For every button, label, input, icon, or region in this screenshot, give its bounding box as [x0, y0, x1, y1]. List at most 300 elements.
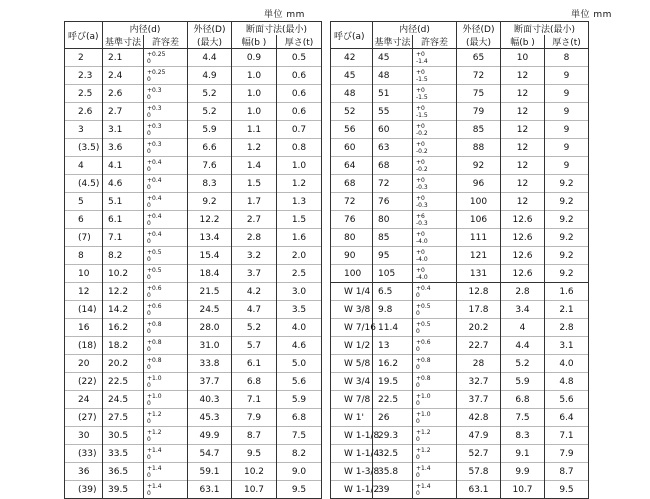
table-row: [65, 355, 322, 373]
tolerance-upper: +1.2: [147, 410, 162, 418]
table-row: [65, 301, 322, 319]
thickness-cell: 4.6: [277, 337, 322, 355]
nominal-size-cell: 2.6: [65, 103, 103, 121]
nominal-size-cell: 24: [65, 391, 103, 409]
nominal-size-cell: (22): [65, 373, 103, 391]
tolerance-upper: +0: [416, 50, 425, 58]
tolerance-cell: [144, 193, 188, 211]
tolerance-stack: [413, 193, 456, 210]
tolerance-upper: +0: [416, 122, 425, 130]
tolerance-cell: [413, 49, 457, 67]
tolerance-lower: -1.4: [416, 57, 428, 65]
header-nominal: 呼び(a): [65, 22, 103, 49]
outer-diameter-cell: 15.4: [188, 247, 232, 265]
inner-diameter-cell: 33.5: [103, 445, 144, 463]
outer-diameter-cell: 121: [457, 247, 501, 265]
inner-diameter-cell: 2.6: [103, 85, 144, 103]
outer-diameter-cell: 54.7: [188, 445, 232, 463]
thickness-cell: 0.5: [277, 49, 322, 67]
inner-diameter-cell: 63: [373, 139, 413, 157]
header-width: 幅(b ): [232, 35, 277, 49]
tolerance-stack: [144, 157, 187, 174]
nominal-size-cell: 90: [331, 247, 373, 265]
tolerance-stack: [413, 85, 456, 102]
tolerance-upper: +0: [416, 266, 425, 274]
thickness-cell: 9.5: [545, 481, 589, 499]
tolerance-upper: +1.4: [147, 464, 162, 472]
outer-diameter-cell: 20.2: [457, 319, 501, 337]
inner-diameter-cell: 22.5: [373, 391, 413, 409]
width-cell: 9.9: [501, 463, 545, 481]
tolerance-cell: [413, 175, 457, 193]
nominal-size-cell: 6: [65, 211, 103, 229]
table-row: [65, 445, 322, 463]
tolerance-stack: [413, 409, 456, 426]
width-cell: 2.8: [501, 283, 545, 301]
tolerance-cell: [144, 373, 188, 391]
outer-diameter-cell: 111: [457, 229, 501, 247]
tolerance-stack: [144, 373, 187, 390]
tolerance-stack: [413, 355, 456, 372]
width-cell: 1.0: [232, 85, 277, 103]
tolerance-upper: +0.5: [147, 266, 162, 274]
thickness-cell: 9.2: [545, 229, 589, 247]
tolerance-lower: -0.3: [416, 183, 428, 191]
nominal-size-cell: (7): [65, 229, 103, 247]
inner-diameter-cell: 95: [373, 247, 413, 265]
tolerance-cell: [413, 283, 457, 301]
tolerance-upper: +0.4: [147, 176, 162, 184]
width-cell: 1.1: [232, 121, 277, 139]
thickness-cell: 5.0: [277, 355, 322, 373]
table-row: [331, 121, 589, 139]
nominal-size-cell: W 1-1/4: [331, 445, 373, 463]
tolerance-cell: [144, 139, 188, 157]
tolerance-lower: 0: [147, 255, 151, 263]
table-row: [331, 283, 589, 301]
table-row: [331, 445, 589, 463]
tolerance-upper: +6: [416, 212, 425, 220]
tolerance-upper: +0: [416, 176, 425, 184]
inner-diameter-cell: 6.5: [373, 283, 413, 301]
header-thickness: 厚さ(t): [545, 35, 589, 49]
table-row: [65, 319, 322, 337]
tolerance-cell: [413, 265, 457, 283]
outer-diameter-cell: 49.9: [188, 427, 232, 445]
unit-label-left: 単位 mm: [264, 10, 305, 20]
tolerance-cell: [413, 481, 457, 499]
outer-diameter-cell: 22.7: [457, 337, 501, 355]
nominal-size-cell: (27): [65, 409, 103, 427]
unit-label-right: 単位 mm: [571, 10, 612, 20]
tolerance-stack: [144, 247, 187, 264]
tolerance-cell: [413, 319, 457, 337]
tolerance-upper: +1.0: [147, 374, 162, 382]
tolerance-upper: +0.8: [147, 338, 162, 346]
width-cell: 12: [501, 67, 545, 85]
tolerance-cell: [413, 355, 457, 373]
thickness-cell: 9: [545, 157, 589, 175]
inner-diameter-cell: 2.7: [103, 103, 144, 121]
tolerance-stack: [144, 103, 187, 120]
table-row: [65, 85, 322, 103]
width-cell: 0.9: [232, 49, 277, 67]
tolerance-stack: [413, 247, 456, 264]
tolerance-cell: [144, 481, 188, 499]
width-cell: 5.2: [501, 355, 545, 373]
thickness-cell: 9.0: [277, 463, 322, 481]
thickness-cell: 9.5: [277, 481, 322, 499]
tolerance-upper: +1.2: [416, 446, 431, 454]
thickness-cell: 1.5: [277, 211, 322, 229]
inner-diameter-cell: 9.8: [373, 301, 413, 319]
outer-diameter-cell: 106: [457, 211, 501, 229]
outer-diameter-cell: 75: [457, 85, 501, 103]
header-inner-diameter: 内径(d): [103, 22, 188, 36]
tolerance-stack: [413, 121, 456, 138]
tolerance-lower: 0: [416, 453, 420, 461]
nominal-size-cell: 16: [65, 319, 103, 337]
nominal-size-cell: 12: [65, 283, 103, 301]
tolerance-upper: +0: [416, 158, 425, 166]
table-row: [65, 337, 322, 355]
nominal-size-cell: (18): [65, 337, 103, 355]
tolerance-stack: [413, 67, 456, 84]
outer-diameter-cell: 96: [457, 175, 501, 193]
thickness-cell: 8.2: [277, 445, 322, 463]
tolerance-cell: [144, 427, 188, 445]
inner-diameter-cell: 45: [373, 49, 413, 67]
tolerance-cell: [413, 301, 457, 319]
header-base-size: 基準寸法: [103, 35, 144, 49]
tolerance-stack: [144, 229, 187, 246]
thickness-cell: 0.8: [277, 139, 322, 157]
table-row: [65, 229, 322, 247]
outer-diameter-cell: 42.8: [457, 409, 501, 427]
inner-diameter-cell: 2.4: [103, 67, 144, 85]
tolerance-stack: [144, 49, 187, 66]
tolerance-cell: [144, 67, 188, 85]
inner-diameter-cell: 68: [373, 157, 413, 175]
header-thickness: 厚さ(t): [277, 35, 322, 49]
nominal-size-cell: 2.3: [65, 67, 103, 85]
header-tolerance: 許容差: [413, 35, 457, 49]
nominal-size-cell: W 3/8: [331, 301, 373, 319]
tolerance-stack: [144, 283, 187, 300]
outer-diameter-cell: 4.4: [188, 49, 232, 67]
width-cell: 3.2: [232, 247, 277, 265]
tolerance-lower: 0: [147, 435, 151, 443]
outer-diameter-cell: 88: [457, 139, 501, 157]
tolerance-cell: [144, 247, 188, 265]
nominal-size-cell: (33): [65, 445, 103, 463]
tolerance-lower: 0: [416, 489, 420, 497]
thickness-cell: 0.6: [277, 67, 322, 85]
tolerance-upper: +0.8: [147, 356, 162, 364]
thickness-cell: 0.6: [277, 85, 322, 103]
thickness-cell: 9.2: [545, 175, 589, 193]
tolerance-stack: [413, 229, 456, 246]
nominal-size-cell: 60: [331, 139, 373, 157]
tolerance-upper: +0: [416, 68, 425, 76]
outer-diameter-cell: 5.2: [188, 103, 232, 121]
thickness-cell: 9.2: [545, 265, 589, 283]
width-cell: 8.7: [232, 427, 277, 445]
width-cell: 12.6: [501, 211, 545, 229]
outer-diameter-cell: 5.2: [188, 85, 232, 103]
nominal-size-cell: 72: [331, 193, 373, 211]
tolerance-stack: [413, 427, 456, 444]
tolerance-upper: +0.25: [147, 68, 166, 76]
nominal-size-cell: 30: [65, 427, 103, 445]
outer-diameter-cell: 13.4: [188, 229, 232, 247]
outer-diameter-cell: 33.8: [188, 355, 232, 373]
thickness-cell: 1.2: [277, 175, 322, 193]
table-row: [331, 139, 589, 157]
outer-diameter-cell: 59.1: [188, 463, 232, 481]
tolerance-stack: [413, 157, 456, 174]
width-cell: 10.2: [232, 463, 277, 481]
nominal-size-cell: 20: [65, 355, 103, 373]
inner-diameter-cell: 11.4: [373, 319, 413, 337]
inner-diameter-cell: 4.6: [103, 175, 144, 193]
tolerance-stack: [413, 301, 456, 318]
tolerance-stack: [144, 481, 187, 498]
inner-diameter-cell: 39: [373, 481, 413, 499]
width-cell: 5.9: [501, 373, 545, 391]
inner-diameter-cell: 14.2: [103, 301, 144, 319]
inner-diameter-cell: 48: [373, 67, 413, 85]
tolerance-upper: +0.3: [147, 140, 162, 148]
tolerance-upper: +0: [416, 140, 425, 148]
tolerance-lower: 0: [147, 219, 151, 227]
inner-diameter-cell: 4.1: [103, 157, 144, 175]
table-row: [331, 463, 589, 481]
width-cell: 12.6: [501, 265, 545, 283]
outer-diameter-cell: 65: [457, 49, 501, 67]
outer-diameter-cell: 57.8: [457, 463, 501, 481]
inner-diameter-cell: 5.1: [103, 193, 144, 211]
tolerance-lower: 0: [416, 417, 420, 425]
tolerance-stack: [144, 409, 187, 426]
thickness-cell: 7.5: [277, 427, 322, 445]
nominal-size-cell: 2: [65, 49, 103, 67]
table-row: [65, 409, 322, 427]
tolerance-cell: [413, 445, 457, 463]
tolerance-stack: [413, 211, 456, 228]
tolerance-lower: 0: [147, 165, 151, 173]
tolerance-lower: 0: [147, 129, 151, 137]
table-row: [65, 481, 322, 499]
width-cell: 1.4: [232, 157, 277, 175]
outer-diameter-cell: 24.5: [188, 301, 232, 319]
tolerance-upper: +1.0: [416, 392, 431, 400]
header-width: 幅(b ): [501, 35, 545, 49]
table-row: [65, 157, 322, 175]
width-cell: 8.3: [501, 427, 545, 445]
outer-diameter-cell: 28: [457, 355, 501, 373]
thickness-cell: 7.9: [545, 445, 589, 463]
table-row: [65, 211, 322, 229]
width-cell: 12: [501, 157, 545, 175]
tolerance-lower: 0: [147, 183, 151, 191]
tolerance-cell: [413, 67, 457, 85]
outer-diameter-cell: 47.9: [457, 427, 501, 445]
table-row: [65, 49, 322, 67]
inner-diameter-cell: 105: [373, 265, 413, 283]
tolerance-lower: 0: [416, 381, 420, 389]
width-cell: 4.4: [501, 337, 545, 355]
thickness-cell: 8.7: [545, 463, 589, 481]
inner-diameter-cell: 80: [373, 211, 413, 229]
tolerance-lower: -4.0: [416, 237, 428, 245]
table-row: [331, 193, 589, 211]
nominal-size-cell: 100: [331, 265, 373, 283]
tolerance-lower: 0: [147, 291, 151, 299]
table-row: [65, 193, 322, 211]
tolerance-upper: +0.8: [147, 320, 162, 328]
tolerance-lower: -4.0: [416, 273, 428, 281]
tolerance-lower: -0.3: [416, 219, 428, 227]
width-cell: 10.7: [501, 481, 545, 499]
nominal-size-cell: 68: [331, 175, 373, 193]
inner-diameter-cell: 35.8: [373, 463, 413, 481]
nominal-size-cell: 8: [65, 247, 103, 265]
table-row: [331, 229, 589, 247]
nominal-size-cell: W 1-1/8: [331, 427, 373, 445]
outer-diameter-cell: 18.4: [188, 265, 232, 283]
thickness-cell: 5.9: [277, 391, 322, 409]
thickness-cell: 3.5: [277, 301, 322, 319]
table-row: [331, 409, 589, 427]
tolerance-lower: 0: [147, 57, 151, 65]
tolerance-lower: 0: [147, 381, 151, 389]
header-section: 断面寸法(最小): [232, 22, 322, 36]
tolerance-upper: +0: [416, 194, 425, 202]
width-cell: 12: [501, 121, 545, 139]
nominal-size-cell: (4.5): [65, 175, 103, 193]
table-row: [331, 175, 589, 193]
tolerance-lower: -4.0: [416, 255, 428, 263]
tolerance-lower: 0: [416, 399, 420, 407]
tolerance-stack: [144, 85, 187, 102]
nominal-size-cell: 5: [65, 193, 103, 211]
outer-diameter-cell: 37.7: [188, 373, 232, 391]
thickness-cell: 9.2: [545, 247, 589, 265]
tolerance-upper: +0.4: [416, 284, 431, 292]
tolerance-cell: [144, 211, 188, 229]
thickness-cell: 9: [545, 85, 589, 103]
table-row: [65, 391, 322, 409]
tolerance-lower: 0: [147, 147, 151, 155]
tolerance-lower: 0: [147, 453, 151, 461]
tolerance-cell: [144, 265, 188, 283]
tolerance-cell: [144, 319, 188, 337]
thickness-cell: 1.6: [277, 229, 322, 247]
tolerance-cell: [144, 283, 188, 301]
tolerance-cell: [144, 355, 188, 373]
inner-diameter-cell: 60: [373, 121, 413, 139]
inner-diameter-cell: 85: [373, 229, 413, 247]
thickness-cell: 2.1: [545, 301, 589, 319]
tolerance-cell: [413, 193, 457, 211]
tolerance-cell: [413, 85, 457, 103]
thickness-cell: 9.2: [545, 193, 589, 211]
inner-diameter-cell: 13: [373, 337, 413, 355]
inner-diameter-cell: 32.5: [373, 445, 413, 463]
thickness-cell: 2.0: [277, 247, 322, 265]
tolerance-stack: [144, 301, 187, 318]
outer-diameter-cell: 7.6: [188, 157, 232, 175]
tolerance-lower: -0.2: [416, 165, 428, 173]
table-row: [65, 265, 322, 283]
width-cell: 6.1: [232, 355, 277, 373]
inner-diameter-cell: 7.1: [103, 229, 144, 247]
inner-diameter-cell: 51: [373, 85, 413, 103]
width-cell: 2.8: [232, 229, 277, 247]
outer-diameter-cell: 63.1: [188, 481, 232, 499]
outer-diameter-cell: 5.9: [188, 121, 232, 139]
tolerance-cell: [413, 211, 457, 229]
header-outer-diameter: 外径(D): [188, 22, 232, 36]
tolerance-stack: [144, 463, 187, 480]
outer-diameter-cell: 85: [457, 121, 501, 139]
table-row: [331, 103, 589, 121]
tolerance-lower: 0: [147, 75, 151, 83]
nominal-size-cell: W 1/2: [331, 337, 373, 355]
tolerance-stack: [413, 139, 456, 156]
tolerance-upper: +0.5: [416, 320, 431, 328]
nominal-size-cell: (3.5): [65, 139, 103, 157]
tolerance-upper: +1.2: [147, 428, 162, 436]
header-max: (最大): [188, 35, 232, 49]
thickness-cell: 0.7: [277, 121, 322, 139]
inner-diameter-cell: 27.5: [103, 409, 144, 427]
tolerance-stack: [144, 319, 187, 336]
table-row: [331, 67, 589, 85]
tolerance-cell: [144, 157, 188, 175]
tolerance-cell: [144, 337, 188, 355]
outer-diameter-cell: 12.2: [188, 211, 232, 229]
tolerance-cell: [144, 175, 188, 193]
outer-diameter-cell: 131: [457, 265, 501, 283]
tolerance-stack: [413, 337, 456, 354]
tolerance-cell: [144, 301, 188, 319]
tolerance-cell: [413, 391, 457, 409]
width-cell: 5.2: [232, 319, 277, 337]
tolerance-lower: 0: [147, 273, 151, 281]
width-cell: 12: [501, 103, 545, 121]
tolerance-lower: 0: [147, 399, 151, 407]
table-row: [65, 103, 322, 121]
header-nominal: 呼び(a): [331, 22, 373, 49]
nominal-size-cell: 10: [65, 265, 103, 283]
inner-diameter-cell: 19.5: [373, 373, 413, 391]
tolerance-cell: [144, 229, 188, 247]
table-row: [331, 49, 589, 67]
nominal-size-cell: W 1': [331, 409, 373, 427]
table-row: [331, 481, 589, 499]
tolerance-upper: +0.3: [147, 104, 162, 112]
width-cell: 1.0: [232, 67, 277, 85]
outer-diameter-cell: 72: [457, 67, 501, 85]
thickness-cell: 9: [545, 103, 589, 121]
table-body-left: [65, 49, 322, 499]
tolerance-upper: +0.8: [416, 356, 431, 364]
tolerance-lower: 0: [416, 345, 420, 353]
thickness-cell: 4.0: [545, 355, 589, 373]
table-row: [65, 427, 322, 445]
